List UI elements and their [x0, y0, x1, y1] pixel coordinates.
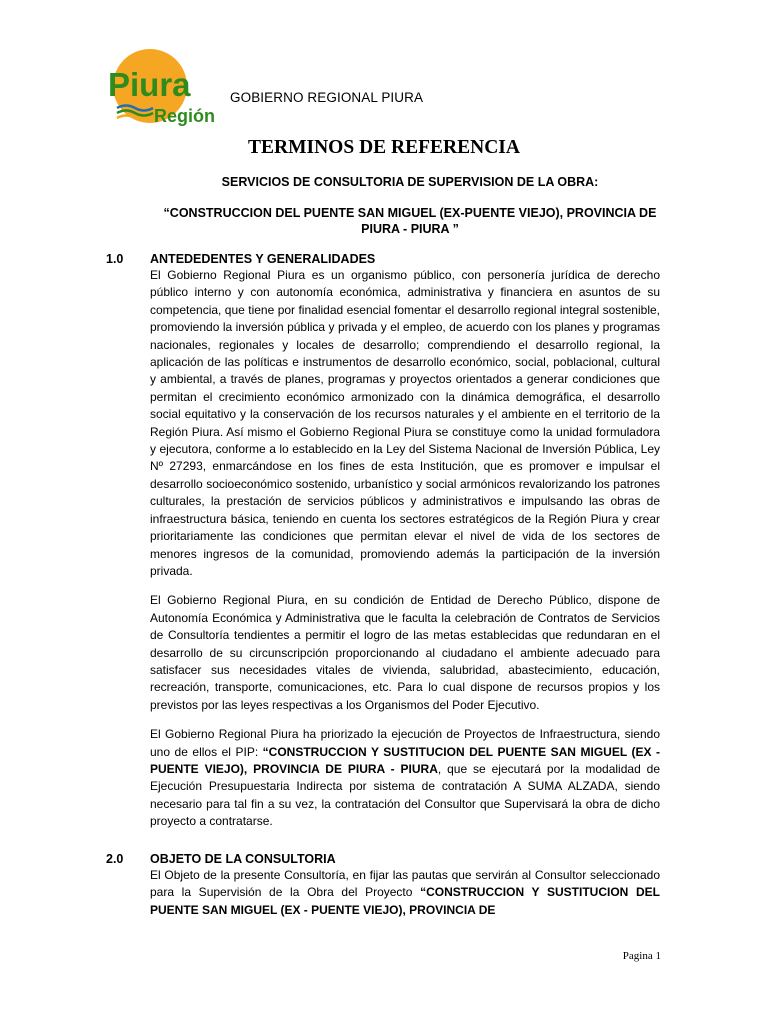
piura-region-logo [104, 46, 226, 126]
svg-text:Piura: Piura [108, 66, 191, 103]
section-body [150, 267, 660, 831]
project-title: “CONSTRUCCION DEL PUENTE SAN MIGUEL (EX-PUENTE VIEJO), PROVINCIA DE PIURA - PIURA ” [163, 206, 657, 236]
paragraph-text: El Gobierno Regional Piura ha priorizado la ejecución de Proyectos de Infraestructura, siendo uno de ellos el PIP: [150, 727, 660, 759]
section-antecedentes [106, 252, 662, 842]
paragraph: El Gobierno Regional Piura es un organismo público, con personería jurídica de derecho público interno y con autonomía económica, administrativa y financiera en asuntos de su competencia, que tiene por finalidad esencial fomentar el desarrollo regional integral sostenible, promoviendo la inversión pública y privada y el empleo, de acuerdo con los planes y programas nacionales, regionales y locales de desarrollo; comprendiendo el desarrollo regional, la aplicación de las políticas e instrumentos de desarrollo económico, social, poblacional, cultural y ambiental, a través de planes, programas y proyectos orientados a generar condiciones que permitan el crecimiento económico armonizado con la dinámica demográfica, el desarrollo social equitativo y la conservación de los recursos naturales y el ambiente en el territorio de la Región Piura. Así mismo el Gobierno Regional Piura se constituye como la unidad formuladora y ejecutora, conforme a lo establecido en la Ley del Sistema Nacional de Inversión Pública, Ley Nº 27293, enmarcándose en los fines de esta Institución, que es promover e impulsar el desarrollo socioeconómico sostenido, urbanístico y social armónicos revalorizando los patrones culturales, la prestación de servicios públicos y administrativos e impulsando las obras de infraestructura básica, teniendo en cuenta los sectores estratégicos de la Región Piura y crear prioritariamente las condiciones que permitan elevar el nivel de vida de los sectores de menores ingresos de la comunidad, promoviendo además la participación de la inversión privada. [150, 268, 660, 578]
paragraph-text: El Objeto de la presente Consultoría, en fijar las pautas que servirán al Consultor seleccionado para la Supervisión de la Obra del Proyecto [150, 868, 660, 900]
paragraph-text: , que se ejecutará por la modalidad de Ejecución Presupuestaria Indirecta por sistema de contratación A SUMA ALZADA, siendo necesario para tal fin a su vez, la contratación del Consultor que Supervisará la obra de dicho proyecto a contratarse. [150, 761, 660, 829]
section-number: 2.0 [106, 852, 124, 866]
section-objeto [106, 852, 662, 932]
document-header [104, 46, 624, 126]
project-name-emphasis: “CONSTRUCCION Y SUSTITUCION DEL PUENTE SAN MIGUEL (EX - PUENTE VIEJO), PROVINCIA DE [150, 885, 661, 917]
section-title: ANTEDEDENTES Y GENERALIDADES [150, 252, 376, 266]
paragraph [150, 867, 660, 919]
section-number: 1.0 [106, 252, 124, 266]
paragraph [150, 726, 660, 830]
document-title: TERMINOS DE REFERENCIA [248, 137, 520, 158]
document-subtitle: SERVICIOS DE CONSULTORIA DE SUPERVISION DE LA OBRA: [221, 175, 599, 189]
project-name-emphasis: “CONSTRUCCION Y SUSTITUCION DEL PUENTE SAN MIGUEL (EX - PUENTE VIEJO), PROVINCIA DE PIURA - PIURA [150, 744, 660, 776]
organization-name: GOBIERNO REGIONAL PIURA [230, 90, 424, 105]
page-number: Pagina 1 [622, 950, 661, 962]
svg-text:Región: Región [154, 106, 215, 126]
paragraph: El Gobierno Regional Piura, en su condición de Entidad de Derecho Público, dispone de Autonomía Económica y Administrativa que le faculta la celebración de Contratos de Servicios de Consultoría tendientes a permitir el logro de las metas establecidas que redundaran en el desarrollo de su circunscripción proporcionando al ciudadano el ambiente adecuado para satisfacer sus necesidades vitales de vivienda, salubridad, abastecimiento, educación, recreación, transporte, comunicaciones, etc. Para lo cual dispone de recursos propios y los previstos por las leyes respectivas a los Organismos del Poder Ejecutivo. [150, 593, 660, 712]
section-title: OBJETO DE LA CONSULTORIA [150, 852, 336, 866]
section-body [150, 867, 660, 919]
